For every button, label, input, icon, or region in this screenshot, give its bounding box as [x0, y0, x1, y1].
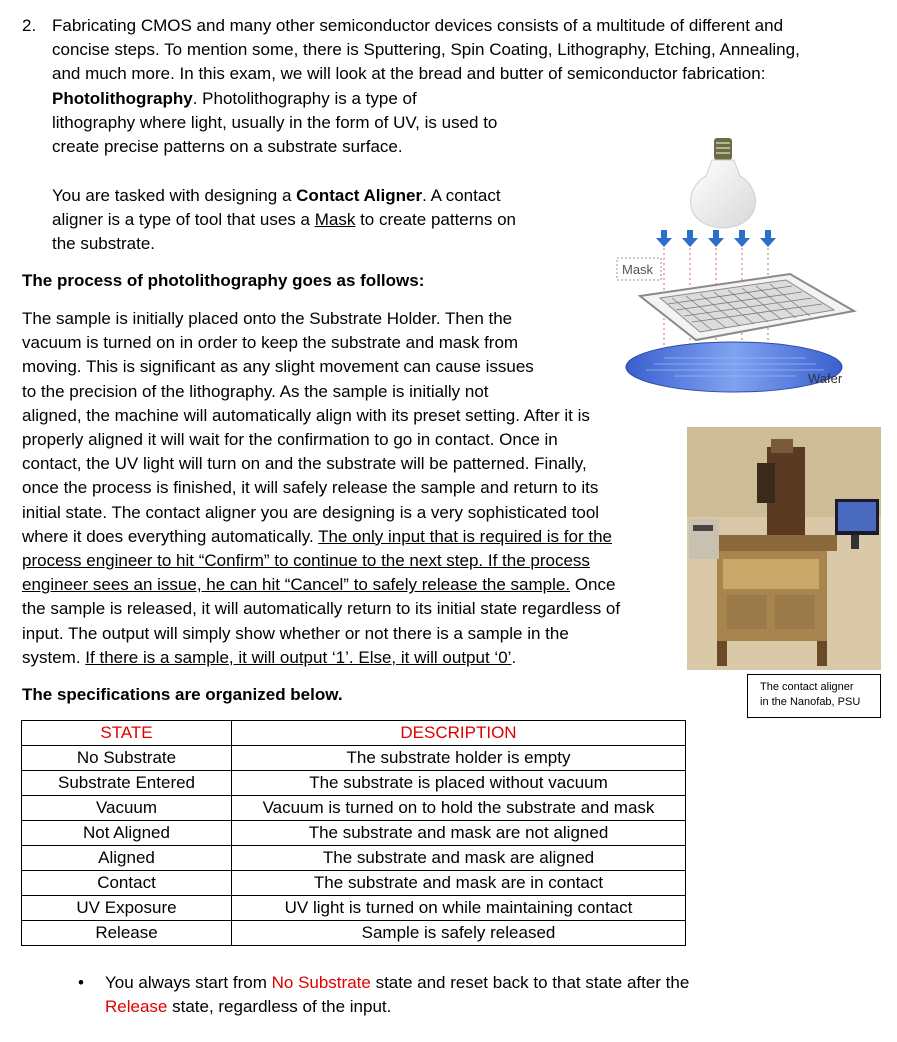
no-substrate-highlight: No Substrate — [271, 973, 371, 992]
process-line-13: the sample is released, it will automatically return to its initial state regardless of — [22, 599, 621, 619]
bullet-icon: • — [78, 973, 84, 992]
process-line-12a: engineer sees an issue, he can hit “Cancel” to safely release the sample. — [22, 575, 571, 595]
description-cell: The substrate and mask are aligned — [232, 846, 686, 871]
bullet-text-3: state, regardless of the input. — [167, 997, 392, 1017]
state-cell: Not Aligned — [22, 821, 232, 846]
process-line-1: The sample is initially placed onto the Substrate Holder. Then the — [22, 309, 513, 328]
state-cell: Aligned — [22, 846, 232, 871]
state-cell: Release — [22, 921, 232, 946]
process-paragraph — [22, 307, 682, 670]
bullet-text-2: state and reset back to that state after the — [370, 973, 690, 992]
table-row — [22, 746, 686, 771]
photolithography-term: Photolithography — [52, 88, 193, 108]
description-cell: Vacuum is turned on to hold the substrate and mask — [232, 796, 686, 821]
header-state: STATE — [22, 721, 232, 746]
task-paragraph — [52, 184, 572, 257]
process-line-4: to the precision of the lithography. As the sample is initially not — [22, 381, 489, 401]
table-row — [22, 846, 686, 871]
process-line-12b: Once — [570, 575, 616, 595]
table-row — [22, 796, 686, 821]
process-line-7: contact, the UV light will turn on and the substrate will be patterned. Finally, — [22, 454, 587, 474]
task-line-2a: aligner is a type of tool that uses a — [52, 210, 315, 230]
description-cell: The substrate and mask are in contact — [232, 871, 686, 896]
process-line-15b: If there is a sample, it will output ‘1’. Else, it will output ‘0’ — [85, 647, 512, 667]
state-cell: Vacuum — [22, 796, 232, 821]
description-cell: Sample is safely released — [232, 921, 686, 946]
contact-aligner-photo — [687, 427, 881, 670]
description-cell: The substrate is placed without vacuum — [232, 771, 686, 796]
process-line-9: initial state. The contact aligner you are designing is a very sophisticated tool — [22, 502, 600, 522]
intro-line-6: create precise patterns on a substrate surface. — [52, 137, 403, 157]
description-cell: The substrate holder is empty — [232, 746, 686, 771]
task-text-2: . A contact — [422, 186, 501, 205]
table-header-row — [22, 721, 686, 746]
table-row — [22, 921, 686, 946]
bullet-text-1: You always start from — [105, 973, 272, 992]
state-cell: Substrate Entered — [22, 771, 232, 796]
process-line-14: input. The output will simply show whether or not there is a sample in the — [22, 623, 569, 643]
process-line-8: once the process is finished, it will safely release the sample and return to its — [22, 478, 599, 498]
mask-term: Mask — [314, 210, 356, 230]
uv-arrows-icon — [656, 230, 776, 247]
process-line-10b: The only input that is required is for the — [318, 526, 612, 546]
task-line-2b: to create patterns on — [355, 210, 516, 230]
state-cell: UV Exposure — [22, 896, 232, 921]
mask-wafer-illustration — [584, 136, 864, 406]
process-line-5: aligned, the machine will automatically align with its preset setting. After it is — [22, 405, 590, 425]
process-line-15a: system. — [22, 647, 86, 667]
intro-text-1: Fabricating CMOS and many other semiconductor devices consists of a multitude of different and concise steps. To mention some, there is Sputtering, Spin Coating, Lithography, Etching, Annealing, and much more. In this exam, we will look at the bread and butter of semiconductor fabrication: — [52, 16, 800, 84]
process-line-11: process engineer to hit “Confirm” to continue to the next step. If the process — [22, 551, 590, 571]
contact-aligner-term: Contact Aligner — [296, 186, 423, 205]
wafer-label: Wafer — [808, 371, 843, 386]
state-cell: Contact — [22, 871, 232, 896]
process-line-3: moving. This is significant as any slight movement can cause issues — [22, 357, 534, 377]
process-line-2: vacuum is turned on in order to keep the substrate and mask from — [22, 333, 519, 353]
description-cell: UV light is turned on while maintaining contact — [232, 896, 686, 921]
header-description: DESCRIPTION — [232, 721, 686, 746]
intro-text-2: . Photolithography is a type of — [192, 88, 417, 108]
table-row — [22, 771, 686, 796]
task-line-3: the substrate. — [52, 234, 156, 254]
intro-line-5: lithography where light, usually in the form of UV, is used to — [52, 112, 498, 132]
mask-plate-icon — [640, 274, 854, 340]
process-line-10a: where it does everything automatically. — [22, 526, 319, 546]
light-bulb-icon — [691, 138, 756, 228]
specs-heading: The specifications are organized below. — [22, 685, 343, 704]
mask-label: Mask — [622, 262, 654, 277]
release-highlight: Release — [105, 997, 168, 1017]
table-row — [22, 871, 686, 896]
caption-line-2: in the Nanofab, PSU — [760, 696, 861, 708]
spec-table — [21, 720, 686, 946]
table-row — [22, 821, 686, 846]
bullet-text — [105, 971, 755, 1019]
caption-line-1: The contact aligner — [760, 681, 854, 693]
photo-caption — [747, 674, 881, 718]
task-text-1: You are tasked with designing a — [52, 186, 297, 205]
description-cell: The substrate and mask are not aligned — [232, 821, 686, 846]
state-cell: No Substrate — [22, 746, 232, 771]
table-row — [22, 896, 686, 921]
question-number: 2. — [22, 16, 37, 35]
process-heading: The process of photolithography goes as follows: — [22, 271, 425, 290]
process-line-6: properly aligned it will wait for the confirmation to go in contact. Once in — [22, 430, 558, 450]
process-line-15c: . — [511, 647, 517, 667]
